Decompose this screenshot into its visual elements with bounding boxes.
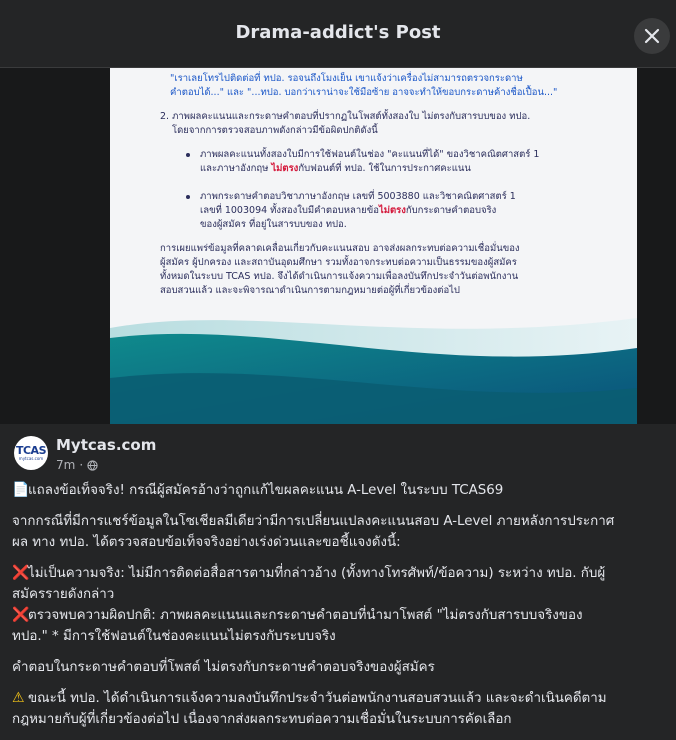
post-meta — [56, 458, 98, 472]
avatar-logo: TCAS — [15, 444, 46, 457]
doc-line: ผู้สมัคร ผู้ปกครอง และสถาบันอุดมศึกษา รวมทั้งอาจกระทบต่อความเป็นธรรมของผู้สมัคร — [160, 257, 517, 268]
page-facing-up-icon: 📄 — [12, 482, 30, 498]
doc-line: สอบสวนแล้ว และจะพิจารณาดำเนินการตามกฎหมายต่อผู้ที่เกี่ยวข้องต่อไป — [160, 285, 460, 296]
avatar-logo-sub: mytcas.com — [18, 456, 44, 461]
author-name[interactable]: Mytcas.com — [56, 436, 157, 454]
post-paragraph: 📄แถลงข้อเท็จจริง! กรณีผู้สมัครอ้างว่าถูกแก้ไขผลคะแนน A-Level ในระบบ TCAS69 — [12, 480, 662, 501]
post-paragraph: จากกรณีที่มีการแชร์ข้อมูลในโซเชียลมีเดียว่ามีการเปลี่ยนแปลงคะแนนสอบ A-Level ภายหลังการประกาศ ผล ทาง ทปอ. ได้ตรวจสอบข้อเท็จจริงอย่างเร่งด่วนและขอชี้แจงดังนี้: — [12, 514, 615, 550]
post-paragraph: ❌ไม่เป็นความจริง: ไม่มีการติดต่อสื่อสารตามที่กล่าวอ้าง (ทั้งทางโทรศัพท์/ข้อความ) ระหว่าง ทปอ. กับผู้ สมัครรายดังกล่าว ❌ตรวจพบความผิดปกติ: ภาพผลคะแนนและกระดาษคำตอบที่นำมาโพสต์ "ไม่ตรงกับสารบบจริงของ ทปอ." * มีการใช้ฟอนต์ในช่องคะแนนไม่ตรงกับระบบจริง — [12, 565, 606, 644]
doc-line: "เราเลยโทรไปติดต่อที่ ทปอ. รอจนถึงโมงเย็น เขาแจ้งว่าเครื่องไม่สามารถตรวจกระดาษ — [170, 73, 523, 84]
globe-icon — [87, 460, 98, 471]
cross-mark-icon: ❌ — [12, 607, 30, 623]
doc-line: ของผู้สมัคร ที่อยู่ในสารบบของ ทปอ. — [200, 219, 347, 230]
post-text — [12, 480, 662, 740]
dialog-title: Drama-addict's Post — [235, 22, 441, 43]
bullet-dot — [186, 153, 190, 157]
warning-icon: ⚠ — [12, 690, 25, 706]
post-paragraph: ⚠ ขณะนี้ ทปอ. ได้ดำเนินการแจ้งความลงบันทึกประจำวันต่อพนักงานสอบสวนแล้ว และจะดำเนินคดีตาม กฎหมายกับผู้ที่เกี่ยวข้องต่อไป เนื่องจากส่งผลกระทบต่อความเชื่อมั่นในระบบการคัดเลือก — [12, 690, 607, 727]
cross-mark-icon: ❌ — [12, 565, 30, 581]
post-paragraph: คำตอบในกระดาษคำตอบที่โพสต์ ไม่ตรงกับกระดาษคำตอบจริงของผู้สมัคร — [12, 660, 435, 675]
doc-line: ภาพผลคะแนนทั้งสองใบมีการใช้ฟอนต์ในช่อง "คะแนนที่ได้" ของวิชาคณิตศาสตร์ 1 — [200, 149, 540, 160]
decorative-wave — [110, 308, 637, 424]
bullet-dot — [186, 195, 190, 199]
doc-line: และภาษาอังกฤษ ไม่ตรงกับฟอนต์ที่ ทปอ. ใช้ในการประกาศคะแนน — [200, 163, 471, 174]
doc-line: ทั้งหมดในระบบ TCAS ทปอ. จึงได้ดำเนินการแจ้งความเพื่อลงบันทึกประจำวันต่อพนักงาน — [160, 271, 519, 282]
close-icon — [644, 28, 660, 44]
meta-separator: · — [79, 458, 84, 472]
doc-line: คำตอบได้..." และ "...ทปอ. บอกว่าเราน่าจะใช้มือซ้าย อาจจะทำให้ขอบกระดาษค้างชื่อเปื้อน..." — [170, 87, 558, 98]
post-image[interactable] — [110, 68, 637, 424]
doc-line: 2. ภาพผลคะแนนและกระดาษคำตอบที่ปรากฏในโพสต์ทั้งสองใบ ไม่ตรงกับสารบบของ ทปอ. — [160, 111, 531, 122]
post-body — [0, 424, 676, 727]
doc-line: โดยจากการตรวจสอบภาพดังกล่าวมีข้อผิดปกติดังนี้ — [172, 125, 378, 136]
post-dialog-header — [0, 0, 676, 68]
post-image-viewer[interactable] — [0, 68, 676, 424]
avatar[interactable] — [14, 436, 48, 470]
doc-line: ภาพกระดาษคำตอบวิชาภาษาอังกฤษ เลขที่ 5003880 และวิชาคณิตศาสตร์ 1 — [200, 191, 516, 202]
doc-line: การเผยแพร่ข้อมูลที่คลาดเคลื่อนเกี่ยวกับคะแนนสอบ อาจส่งผลกระทบต่อความเชื่อมั่นของ — [160, 243, 520, 254]
doc-line: เลขที่ 1003094 ทั้งสองใบมีคำตอบหลายข้อไม่ตรงกับกระดาษคำตอบจริง — [200, 205, 497, 216]
close-button[interactable] — [634, 18, 670, 54]
post-time[interactable]: 7m — [56, 458, 76, 472]
